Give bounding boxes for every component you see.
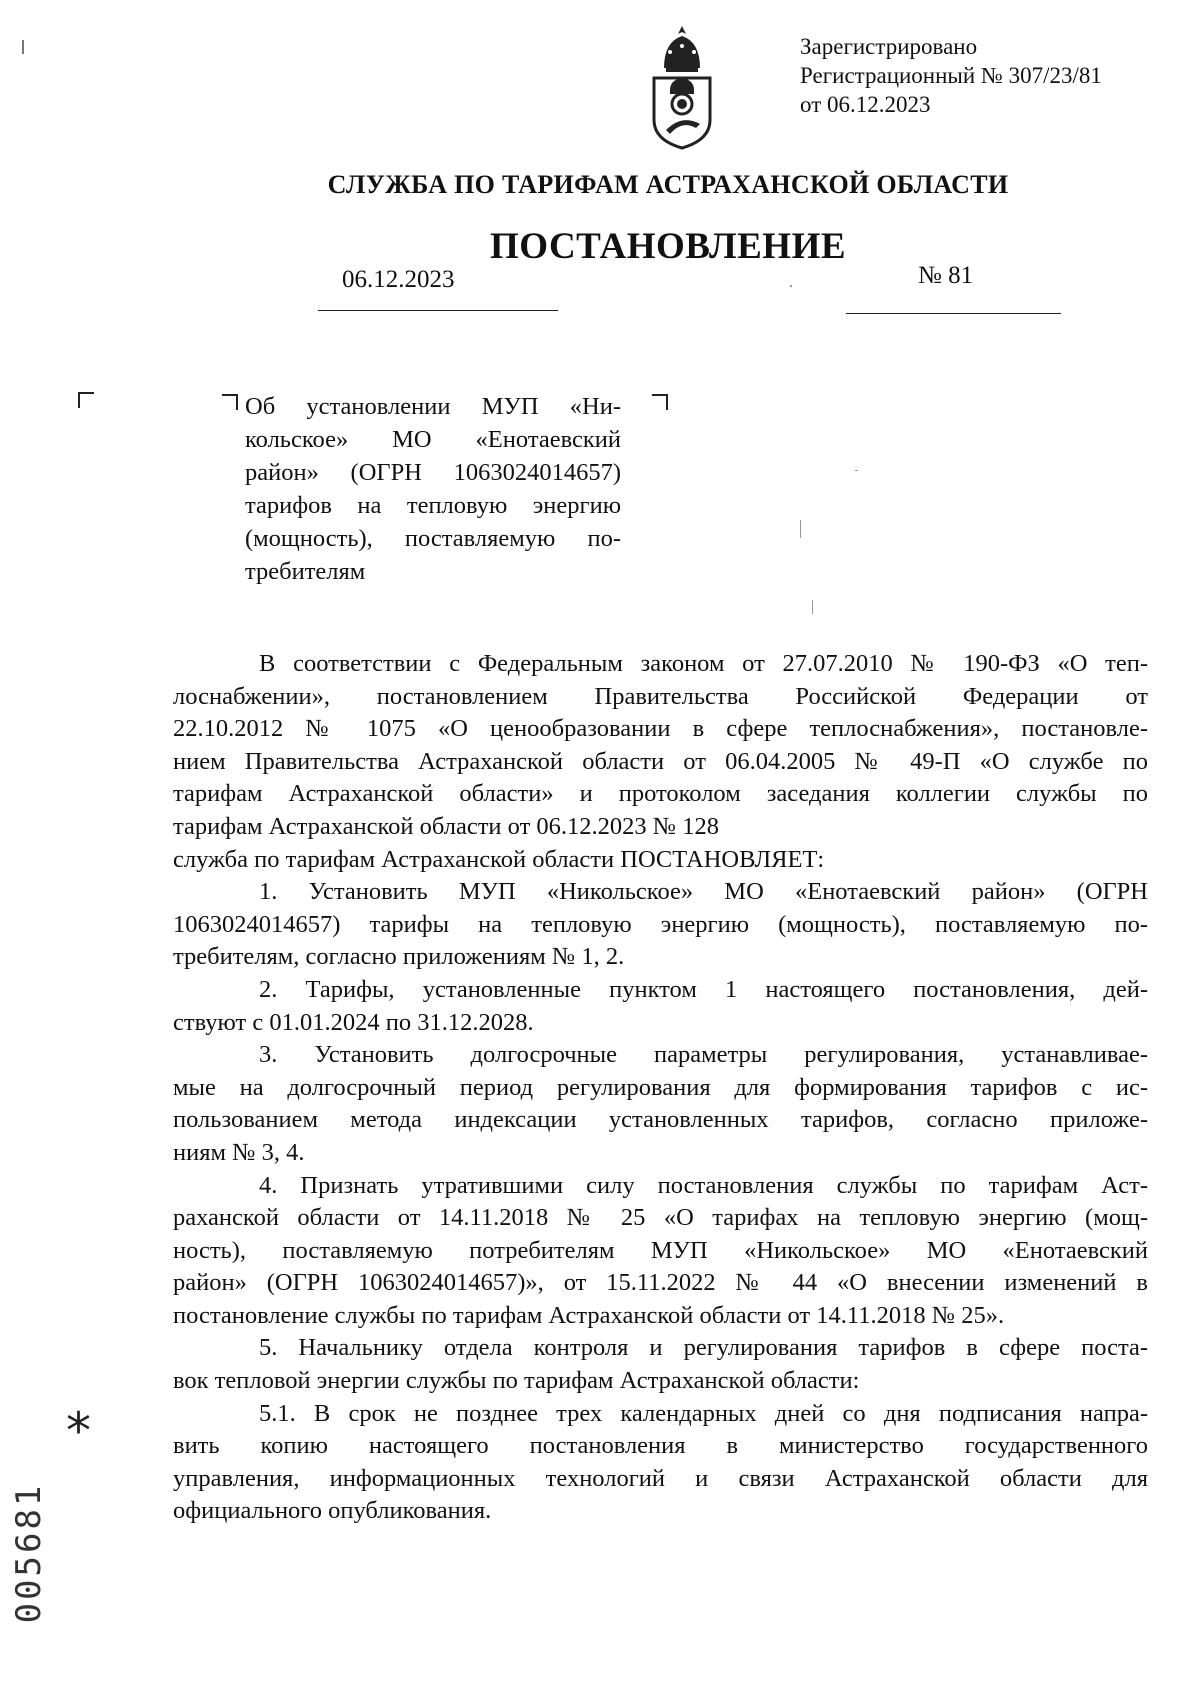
body-line: 3. Установить долгосрочные параметры регулирования, устанавливае- — [259, 1041, 1148, 1069]
scan-speck — [855, 470, 858, 471]
body-line: мые на долгосрочный период регулирования для формирования тарифов с ис- — [173, 1073, 1148, 1101]
subject-line: Об установлении МУП «Ни- — [245, 393, 621, 420]
subject-line: (мощность), поставляемую по- — [245, 525, 621, 552]
body-line: 5. Начальнику отдела контроля и регулирования тарифов в сфере поста- — [259, 1334, 1148, 1362]
body-line: вить копию настоящего постановления в министерство государственного — [173, 1432, 1148, 1460]
body-line: 4. Признать утратившими силу постановления службы по тарифам Аст- — [259, 1171, 1148, 1199]
scan-speck — [790, 285, 792, 287]
body-line: 1063024014657) тарифы на тепловую энергию (мощность), поставляемую по- — [173, 910, 1148, 938]
serial-number-stamp: 005681 — [9, 1482, 49, 1624]
body-line: нием Правительства Астраханской области от 06.04.2005 № 49-П «О службе по — [173, 747, 1148, 775]
scan-speck — [812, 600, 813, 614]
subject-line: требителям — [245, 558, 366, 585]
document-type-title: ПОСТАНОВЛЕНИЕ — [489, 226, 847, 267]
corner-mark-left — [78, 392, 94, 408]
body-line: В соответствии с Федеральным законом от 27.07.2010 № 190-ФЗ «О теп- — [259, 650, 1148, 677]
corner-mark-subject-right — [652, 394, 668, 410]
body-line: требителям, согласно приложениям № 1, 2. — [173, 943, 625, 971]
body-line: управления, информационных технологий и связи Астраханской области для — [173, 1464, 1148, 1492]
registration-block — [800, 32, 1102, 119]
body-line: ниям № 3, 4. — [173, 1138, 305, 1166]
body-line: официального опубликования. — [173, 1497, 492, 1525]
body-line: 22.10.2012 № 1075 «О ценообразовании в сфере теплоснабжения», постановле- — [173, 715, 1148, 743]
scan-speck — [800, 520, 801, 538]
registration-date: от 06.12.2023 — [800, 92, 931, 117]
document-date: 06.12.2023 — [342, 266, 455, 293]
document-subject — [245, 390, 621, 588]
body-line: раханской области от 14.11.2018 № 25 «О тарифах на тепловую энергию (мощ- — [173, 1204, 1148, 1232]
date-underline — [318, 310, 558, 311]
body-line: 1. Установить МУП «Никольское» МО «Енотаевский район» (ОГРН — [259, 878, 1148, 906]
number-underline — [846, 313, 1061, 314]
subject-line: кольское» МО «Енотаевский — [245, 426, 621, 453]
corner-mark-subject-left — [222, 394, 238, 410]
body-line: лоснабжении», постановлением Правительства Российской Федерации от — [173, 682, 1148, 710]
subject-line: район» (ОГРН 1063024014657) — [245, 459, 621, 486]
body-line: тарифам Астраханской области» и протоколом заседания коллегии службы по — [173, 780, 1148, 808]
body-line: пользованием метода индексации установленных тарифов, согласно приложе- — [173, 1106, 1148, 1134]
registration-status: Зарегистрировано — [800, 34, 978, 59]
body-line: вок тепловой энергии службы по тарифам Астраханской области: — [173, 1367, 860, 1395]
body-line: район» (ОГРН 1063024014657)», от 15.11.2022 № 44 «О внесении изменений в — [173, 1269, 1148, 1297]
subject-line: тарифов на тепловую энергию — [245, 492, 621, 519]
scan-mark — [22, 40, 24, 54]
document-body — [173, 648, 1148, 1528]
body-line: тарифам Астраханской области от 06.12.2023 № 128 — [173, 812, 720, 840]
body-line: ность), поставляемую потребителям МУП «Никольское» МО «Енотаевский — [173, 1236, 1148, 1264]
body-line: 5.1. В срок не позднее трех календарных дней со дня подписания напра- — [259, 1399, 1148, 1427]
body-line: ствуют с 01.01.2024 по 31.12.2028. — [173, 1008, 534, 1036]
body-line: служба по тарифам Астраханской области ПОСТАНОВЛЯЕТ: — [173, 845, 825, 873]
body-line: постановление службы по тарифам Астраханской области от 14.11.2018 № 25». — [173, 1301, 1005, 1329]
agency-name: СЛУЖБА ПО ТАРИФАМ АСТРАХАНСКОЙ ОБЛАСТИ — [327, 170, 1009, 199]
document-number: № 81 — [918, 262, 974, 289]
astrakhan-coat-of-arms-icon — [650, 22, 714, 152]
stamp-asterisk: * — [66, 1402, 91, 1460]
registration-number: Регистрационный № 307/23/81 — [800, 63, 1102, 88]
body-line: 2. Тарифы, установленные пунктом 1 настоящего постановления, дей- — [259, 975, 1148, 1003]
